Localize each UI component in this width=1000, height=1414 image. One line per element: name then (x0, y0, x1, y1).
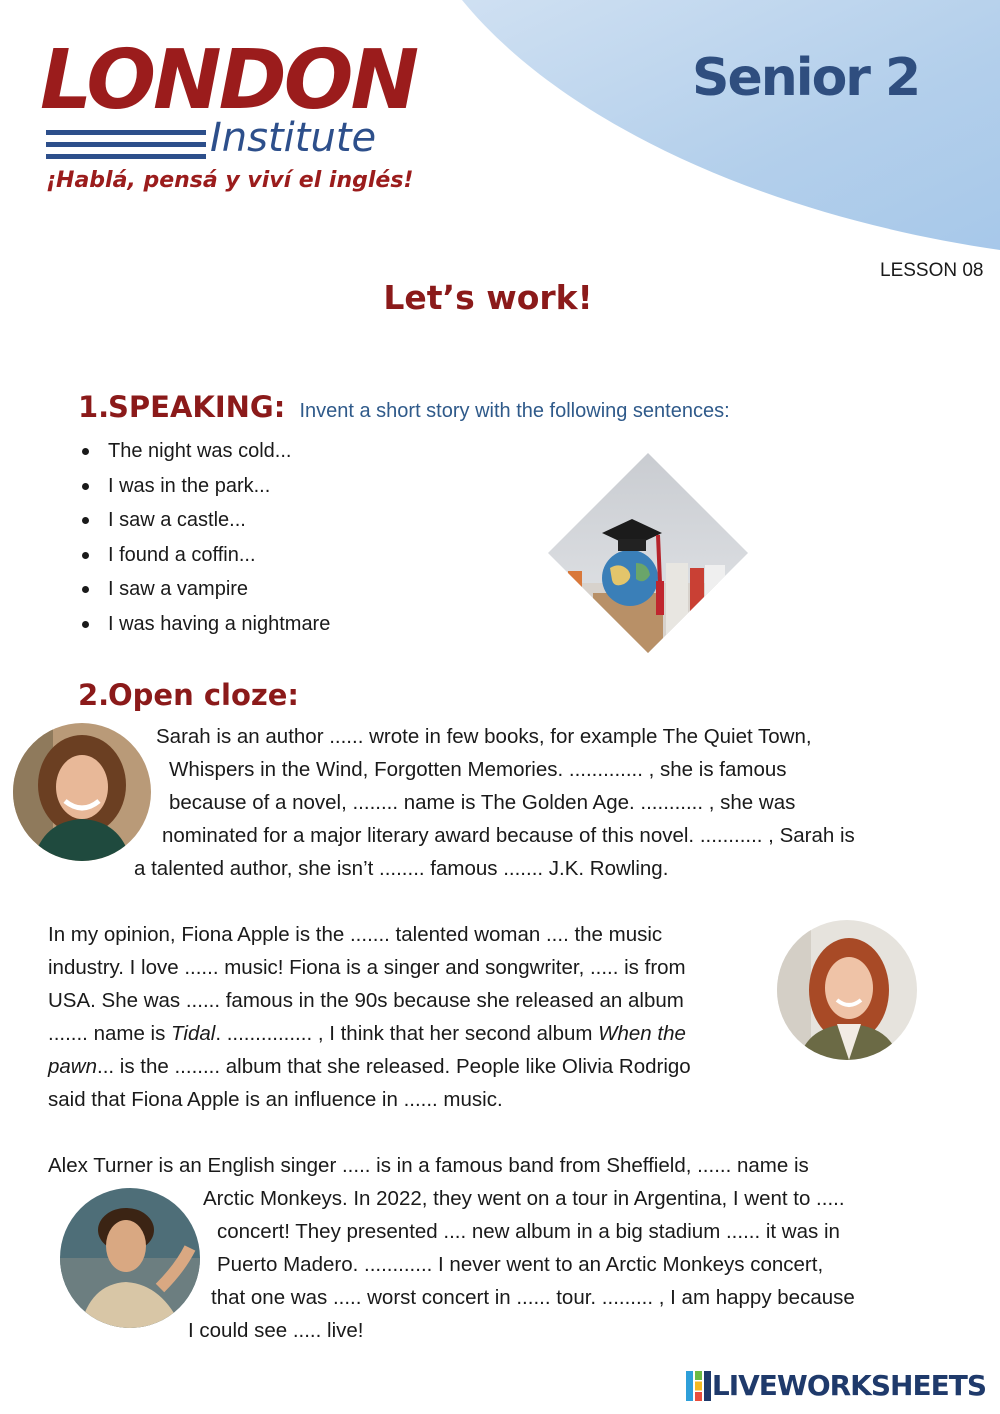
logo-london: LONDON (40, 33, 417, 128)
section1-heading (78, 390, 730, 424)
album-title: Tidal (171, 1022, 216, 1045)
fiona-photo (777, 920, 917, 1060)
para2-line (48, 1057, 691, 1078)
speaking-list (78, 436, 330, 643)
sarah-photo (13, 723, 151, 861)
para2-line: In my opinion, Fiona Apple is the ....... talented woman .... the music (48, 923, 663, 946)
list-item: I saw a vampire (78, 574, 330, 609)
level-label: Senior 2 (692, 48, 920, 108)
para2-text: ... is the ........ album that she released. People like Olivia Rodrigo (97, 1055, 691, 1078)
para2-line: USA. She was ...... famous in the 90s because she released an album (48, 989, 684, 1012)
para1-line: a talented author, she isn’t ........ famous ....... J.K. Rowling. (134, 857, 669, 880)
section2-number: 2. (78, 678, 110, 712)
section2-heading (78, 678, 299, 712)
para1-line: Whispers in the Wind, Forgotten Memories. ............. , she is famous (169, 758, 787, 781)
para2-line: said that Fiona Apple is an influence in ...... music. (48, 1088, 503, 1111)
section1-title: SPEAKING: (108, 390, 286, 424)
graduation-globe-image (548, 453, 748, 653)
para3-line: I could see ..... live! (188, 1319, 364, 1342)
para2-text: . ............... , I think that her second album (215, 1022, 599, 1045)
para3-line: Alex Turner is an English singer ..... is in a famous band from Sheffield, ...... name is (48, 1154, 809, 1177)
para3-line: concert! They presented .... new album in a big stadium ...... it was in (217, 1220, 840, 1243)
para3-line: that one was ..... worst concert in ...... tour. ......... , I am happy because (211, 1286, 855, 1309)
footer-brand: LIVEWORKSHEETS (711, 1369, 986, 1402)
list-item: I saw a castle... (78, 505, 330, 540)
album-title: When the (598, 1022, 686, 1045)
list-item: The night was cold... (78, 436, 330, 471)
page-title: Let’s work! (383, 278, 593, 317)
para3-line: Puerto Madero. ............ I never went to an Arctic Monkeys concert, (217, 1253, 824, 1276)
list-item: I was in the park... (78, 471, 330, 506)
alex-photo (60, 1188, 200, 1328)
logo-lines (46, 130, 206, 166)
section1-number: 1. (78, 390, 110, 424)
para1-line: nominated for a major literary award because of this novel. ........... , Sarah is (162, 824, 855, 847)
album-title: pawn (48, 1055, 98, 1078)
para2-line (48, 1024, 686, 1045)
section2-title: Open cloze: (108, 678, 300, 712)
para1-line: Sarah is an author ...... wrote in few books, for example The Quiet Town, (156, 725, 812, 748)
liveworksheets-logo (686, 1369, 986, 1402)
liveworksheets-icon (686, 1371, 712, 1401)
logo-tagline: ¡Hablá, pensá y viví el inglés! (46, 168, 414, 193)
section1-instruction: Invent a short story with the following sentences: (299, 400, 730, 422)
logo-institute: Institute (210, 115, 377, 161)
para3-line: Arctic Monkeys. In 2022, they went on a tour in Argentina, I went to ..... (203, 1187, 845, 1210)
para2-line: industry. I love ...... music! Fiona is a singer and songwriter, ..... is from (48, 956, 686, 979)
list-item: I was having a nightmare (78, 609, 330, 644)
list-item: I found a coffin... (78, 540, 330, 575)
para1-line: because of a novel, ........ name is The Golden Age. ........... , she was (169, 791, 796, 814)
para2-text: ....... name is (48, 1022, 172, 1045)
lesson-number: LESSON 08 (880, 260, 984, 281)
